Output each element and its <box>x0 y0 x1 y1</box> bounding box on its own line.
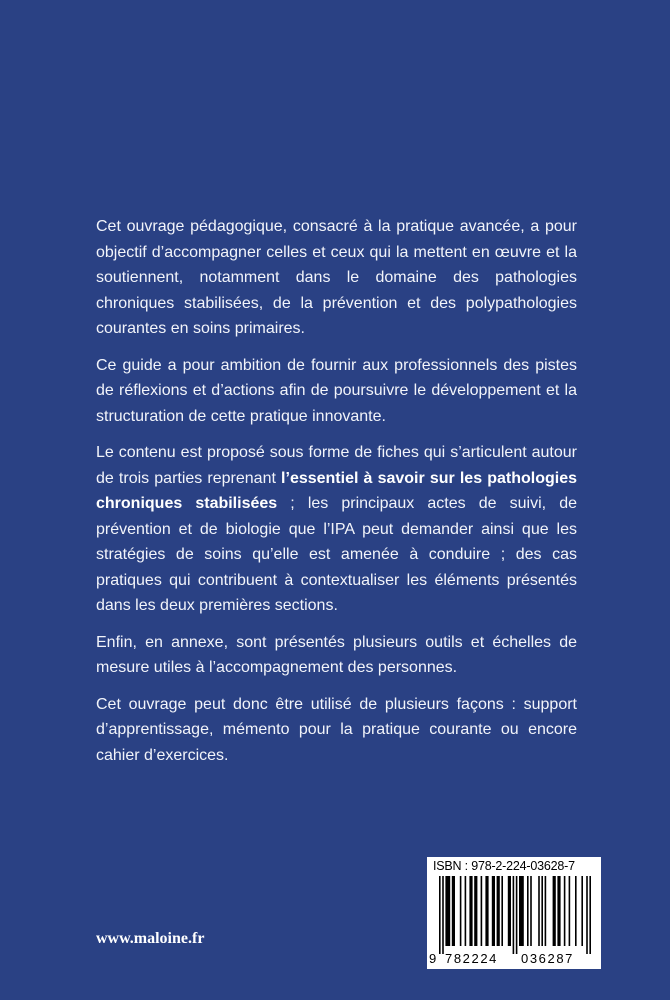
barcode-guard-bar <box>513 876 515 954</box>
barcode-bar <box>569 876 571 946</box>
barcode-bar <box>481 876 483 946</box>
barcode-bar <box>452 876 455 946</box>
paragraph-5: Cet ouvrage peut donc être utilisé de plusieurs façons : support d’apprentissage, mémento pour la pratique courante ou encore cahier d’exercices. <box>96 695 577 764</box>
barcode-guard-bar <box>516 876 518 954</box>
barcode-bar <box>564 876 566 946</box>
barcode-bar <box>474 876 477 946</box>
barcode-bar <box>497 876 500 946</box>
barcode-bar <box>508 876 511 946</box>
paragraph-1: Cet ouvrage pédagogique, consacré à la pratique avancée, a pour objectif d’accompagner celles et ceux qui la mettent en œuvre et la soutiennent, notamment dans le domaine des pathologies chroniques stabilisées, de la prévention et des polypathologies courantes en soins primaires. <box>96 218 577 337</box>
barcode-bar <box>492 876 495 946</box>
paragraph-3: Le contenu est proposé sous forme de fiches qui s’articulent autour de trois parties reprenant l’essentiel à savoir sur les pathologies chroniques stabilisées ; les principaux actes de suivi, de prévention et de biologie que l’IPA peut demander ainsi que les stratégies de soins qu’elle est amenée à conduire ; des cas pratiques qui contribuent à contextualiser les éléments présentés dans les deux premières sections. <box>96 444 578 614</box>
barcode-bar <box>501 876 503 946</box>
barcode-bar <box>465 876 467 946</box>
barcode-guard-bar <box>442 876 444 954</box>
barcode-bar <box>538 876 540 946</box>
highlight-text: l’essentiel à savoir sur les pathologies chroniques stabilisées <box>96 469 578 512</box>
barcode-bar <box>485 876 488 946</box>
paragraph-4: Enfin, en annexe, sont présentés plusieurs outils et échelles de mesure utiles à l’accompagnement des personnes. <box>96 633 577 676</box>
barcode-bar <box>527 876 529 946</box>
barcode-first-digit: 9 <box>429 951 437 966</box>
barcode-left-group: 782224 <box>445 951 498 966</box>
barcode-bar <box>553 876 556 946</box>
barcode-bar <box>469 876 472 946</box>
paragraph-2: Ce guide a pour ambition de fournir aux professionnels des pistes de réflexions et d’actions afin de poursuivre le développement et la structuration de cette pratique innovante. <box>96 356 577 425</box>
barcode-bar <box>460 876 462 946</box>
barcode-guard-bar <box>439 876 441 954</box>
back-cover-description <box>96 214 577 779</box>
barcode-bar <box>575 876 577 946</box>
barcode-bar <box>557 876 560 946</box>
barcode-guard-bar <box>589 876 591 954</box>
ean13-barcode <box>439 876 591 956</box>
barcode-right-group: 036287 <box>521 951 574 966</box>
barcode-bar <box>445 876 450 946</box>
publisher-website: www.maloine.fr <box>96 930 205 947</box>
barcode-bar <box>530 876 532 946</box>
barcode-bar <box>581 876 583 946</box>
barcode-box <box>427 857 601 969</box>
barcode-bar <box>541 876 543 946</box>
barcode-bar <box>519 876 524 946</box>
barcode-guard-bar <box>586 876 588 954</box>
barcode-bar <box>545 876 547 946</box>
isbn-label: ISBN : 978-2-224-03628-7 <box>433 859 575 873</box>
